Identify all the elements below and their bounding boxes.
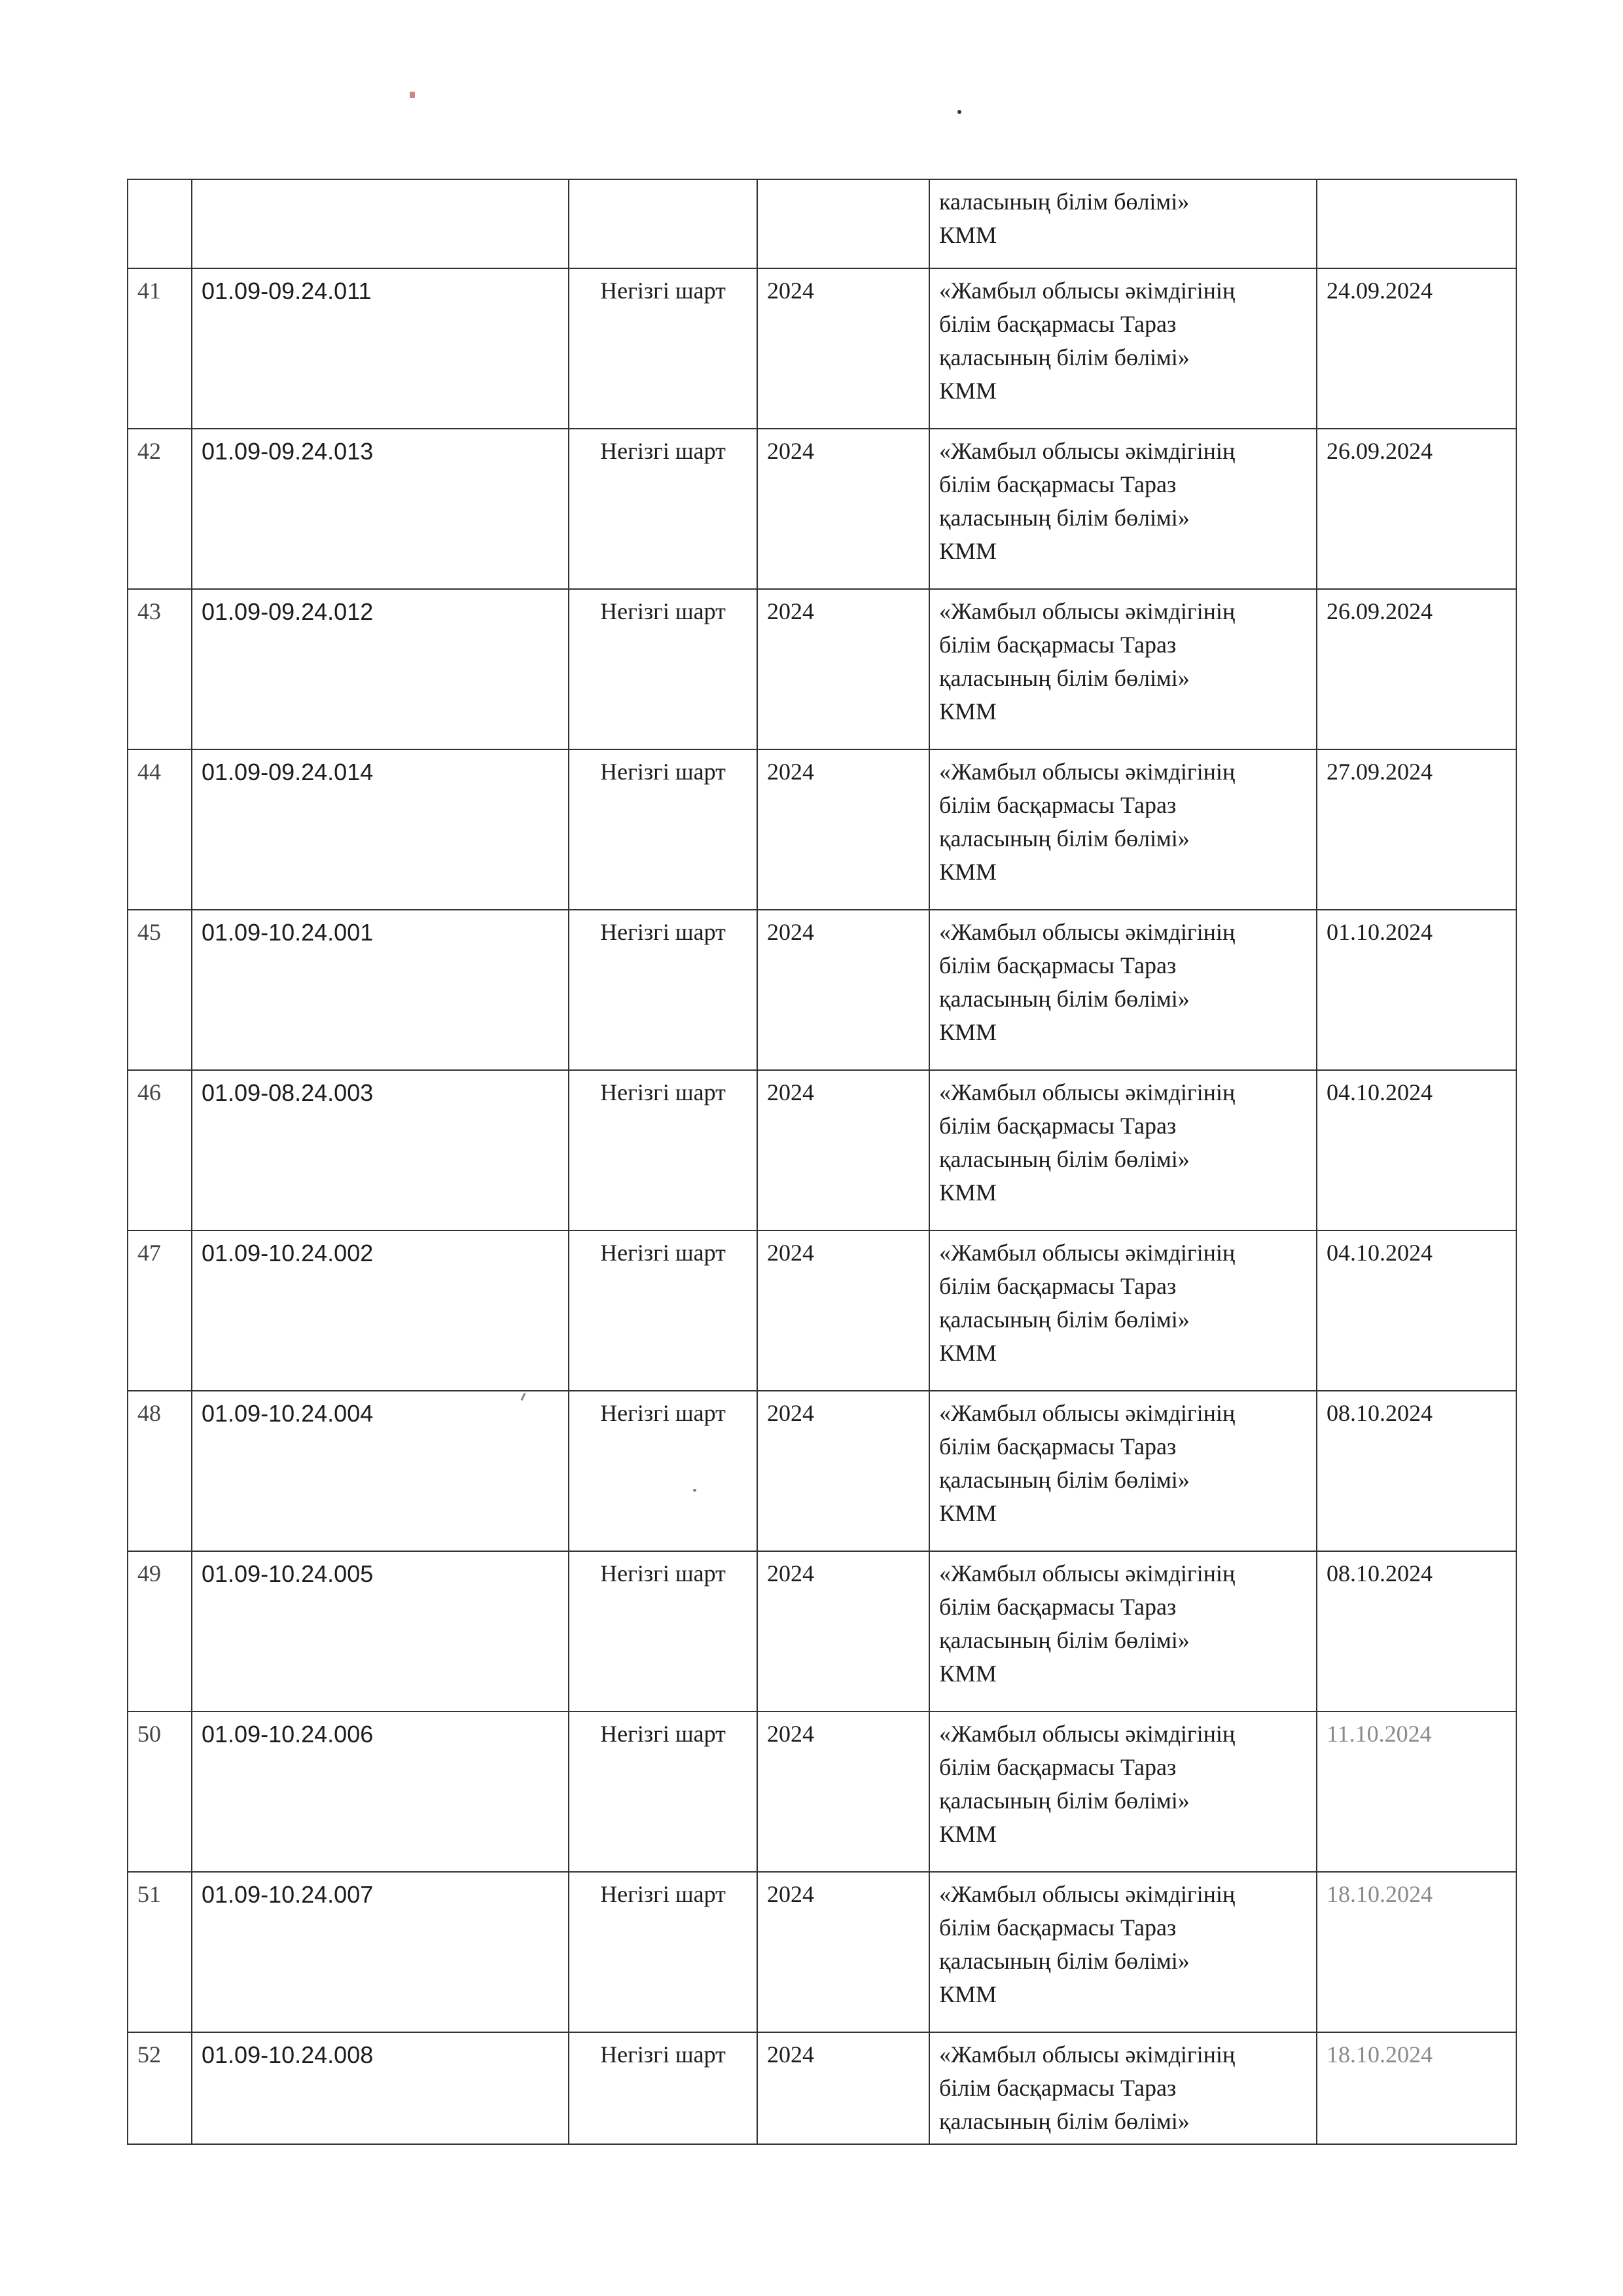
org-line: «Жамбыл облысы әкімдігінің: [939, 438, 1236, 464]
cell-type: Негізгі шарт: [569, 1391, 757, 1551]
cell-organization: [929, 1712, 1317, 1872]
org-line: қаласының білім бөлімі»: [939, 986, 1190, 1012]
cell-organization: [929, 1551, 1317, 1712]
cell-code: 01.09-08.24.003: [192, 1070, 569, 1230]
cell-organization: [929, 179, 1317, 268]
org-line: КММ: [939, 859, 997, 885]
org-line: КММ: [939, 698, 997, 725]
cell-date: 18.10.2024: [1317, 1872, 1516, 2032]
cell-date: 24.09.2024: [1317, 268, 1516, 429]
cell-num: 46: [128, 1070, 192, 1230]
table-row: [128, 1872, 1516, 2032]
cell-date: 04.10.2024: [1317, 1230, 1516, 1391]
org-line: білім басқармасы Тараз: [939, 311, 1177, 337]
cell-type: [569, 179, 757, 268]
cell-date: 11.10.2024: [1317, 1712, 1516, 1872]
org-line: қаласының білім бөлімі»: [939, 1306, 1190, 1333]
org-line: қаласының білім бөлімі»: [939, 1948, 1190, 1974]
org-line: қаласының білім бөлімі»: [939, 665, 1190, 691]
cell-code: [192, 179, 569, 268]
cell-year: 2024: [757, 749, 929, 910]
org-line: «Жамбыл облысы әкімдігінің: [939, 919, 1236, 945]
org-line: «Жамбыл облысы әкімдігінің: [939, 759, 1236, 785]
cell-type: Негізгі шарт: [569, 1230, 757, 1391]
org-line: КММ: [939, 1981, 997, 2007]
cell-num: [128, 179, 192, 268]
cell-date: 04.10.2024: [1317, 1070, 1516, 1230]
org-line: КММ: [939, 1340, 997, 1366]
org-line: қаласының білім бөлімі»: [939, 825, 1190, 852]
cell-organization: [929, 749, 1317, 910]
table-row: [128, 429, 1516, 589]
cell-date: 01.10.2024: [1317, 910, 1516, 1070]
cell-num: 51: [128, 1872, 192, 2032]
org-line: білім басқармасы Тараз: [939, 952, 1177, 978]
org-line: «Жамбыл облысы әкімдігінің: [939, 598, 1236, 624]
cell-code: 01.09-10.24.004: [192, 1391, 569, 1551]
cell-date: 08.10.2024: [1317, 1551, 1516, 1712]
org-line: КММ: [939, 1660, 997, 1687]
org-line: «Жамбыл облысы әкімдігінің: [939, 1079, 1236, 1105]
cell-type: Негізгі шарт: [569, 268, 757, 429]
cell-num: 41: [128, 268, 192, 429]
cell-type: Негізгі шарт: [569, 1712, 757, 1872]
org-line: білім басқармасы Тараз: [939, 792, 1177, 818]
cell-num: 43: [128, 589, 192, 749]
org-line: қаласының білім бөлімі»: [939, 1146, 1190, 1172]
cell-num: 52: [128, 2032, 192, 2144]
scan-speck: [410, 92, 415, 98]
cell-type: Негізгі шарт: [569, 749, 757, 910]
org-line: білім басқармасы Тараз: [939, 1754, 1177, 1780]
cell-organization: [929, 589, 1317, 749]
org-line: каласының білім бөлімі»: [939, 188, 1190, 215]
cell-type: Негізгі шарт: [569, 589, 757, 749]
cell-type: Негізгі шарт: [569, 1070, 757, 1230]
org-line: білім басқармасы Тараз: [939, 1594, 1177, 1620]
org-line: «Жамбыл облысы әкімдігінің: [939, 1560, 1236, 1587]
org-line: «Жамбыл облысы әкімдігінің: [939, 2041, 1236, 2068]
cell-num: 42: [128, 429, 192, 589]
cell-code: 01.09-09.24.012: [192, 589, 569, 749]
cell-year: 2024: [757, 429, 929, 589]
cell-organization: [929, 1872, 1317, 2032]
org-line: КММ: [939, 1821, 997, 1847]
table-row: [128, 1230, 1516, 1391]
cell-organization: [929, 1230, 1317, 1391]
cell-year: 2024: [757, 1070, 929, 1230]
cell-code: 01.09-10.24.001: [192, 910, 569, 1070]
cell-code: 01.09-09.24.011: [192, 268, 569, 429]
cell-num: 50: [128, 1712, 192, 1872]
cell-year: [757, 179, 929, 268]
cell-year: 2024: [757, 1230, 929, 1391]
cell-date: 26.09.2024: [1317, 589, 1516, 749]
cell-code: 01.09-10.24.007: [192, 1872, 569, 2032]
cell-date: 08.10.2024: [1317, 1391, 1516, 1551]
org-line: «Жамбыл облысы әкімдігінің: [939, 1721, 1236, 1747]
table-row: [128, 749, 1516, 910]
cell-code: 01.09-09.24.013: [192, 429, 569, 589]
org-line: қаласының білім бөлімі»: [939, 2108, 1190, 2134]
cell-organization: [929, 429, 1317, 589]
table-row: [128, 268, 1516, 429]
table-row: [128, 1070, 1516, 1230]
cell-organization: [929, 268, 1317, 429]
table-body: [128, 179, 1516, 2144]
cell-code: 01.09-10.24.008: [192, 2032, 569, 2144]
cell-year: 2024: [757, 2032, 929, 2144]
org-line: білім басқармасы Тараз: [939, 2075, 1177, 2101]
cell-year: 2024: [757, 910, 929, 1070]
cell-year: 2024: [757, 589, 929, 749]
cell-num: 44: [128, 749, 192, 910]
org-line: білім басқармасы Тараз: [939, 1433, 1177, 1460]
cell-type: Негізгі шарт: [569, 1872, 757, 2032]
cell-num: 45: [128, 910, 192, 1070]
org-line: қаласының білім бөлімі»: [939, 1467, 1190, 1493]
cell-type: Негізгі шарт: [569, 429, 757, 589]
org-line: «Жамбыл облысы әкімдігінің: [939, 1400, 1236, 1426]
cell-date: [1317, 179, 1516, 268]
org-line: КММ: [939, 1500, 997, 1526]
cell-type: Негізгі шарт: [569, 1551, 757, 1712]
org-line: білім басқармасы Тараз: [939, 1113, 1177, 1139]
org-line: қаласының білім бөлімі»: [939, 344, 1190, 370]
cell-type: Негізгі шарт: [569, 2032, 757, 2144]
org-line: қаласының білім бөлімі»: [939, 505, 1190, 531]
cell-year: 2024: [757, 1872, 929, 2032]
cell-year: 2024: [757, 1712, 929, 1872]
cell-year: 2024: [757, 1391, 929, 1551]
table-row: [128, 910, 1516, 1070]
scan-speck: [957, 110, 961, 114]
org-line: КММ: [939, 222, 997, 248]
org-line: КММ: [939, 538, 997, 564]
cell-organization: [929, 910, 1317, 1070]
org-line: білім басқармасы Тараз: [939, 471, 1177, 497]
cell-type: Негізгі шарт: [569, 910, 757, 1070]
contracts-table: [127, 179, 1517, 2145]
cell-code: 01.09-10.24.002: [192, 1230, 569, 1391]
cell-year: 2024: [757, 1551, 929, 1712]
table-row: [128, 2032, 1516, 2144]
table-row: [128, 1391, 1516, 1551]
cell-num: 48: [128, 1391, 192, 1551]
org-line: білім басқармасы Тараз: [939, 1914, 1177, 1941]
cell-num: 49: [128, 1551, 192, 1712]
table-row: [128, 1712, 1516, 1872]
cell-organization: [929, 2032, 1317, 2144]
org-line: білім басқармасы Тараз: [939, 1273, 1177, 1299]
cell-num: 47: [128, 1230, 192, 1391]
org-line: білім басқармасы Тараз: [939, 632, 1177, 658]
table-row: [128, 589, 1516, 749]
cell-organization: [929, 1391, 1317, 1551]
org-line: КММ: [939, 1019, 997, 1045]
table-row-continued: [128, 179, 1516, 268]
org-line: КММ: [939, 1179, 997, 1206]
cell-date: 27.09.2024: [1317, 749, 1516, 910]
table-row: [128, 1551, 1516, 1712]
cell-code: 01.09-09.24.014: [192, 749, 569, 910]
org-line: «Жамбыл облысы әкімдігінің: [939, 1881, 1236, 1907]
org-line: «Жамбыл облысы әкімдігінің: [939, 1240, 1236, 1266]
cell-year: 2024: [757, 268, 929, 429]
org-line: КММ: [939, 378, 997, 404]
cell-date: 26.09.2024: [1317, 429, 1516, 589]
cell-organization: [929, 1070, 1317, 1230]
cell-date: 18.10.2024: [1317, 2032, 1516, 2144]
cell-code: 01.09-10.24.006: [192, 1712, 569, 1872]
org-line: қаласының білім бөлімі»: [939, 1787, 1190, 1814]
org-line: «Жамбыл облысы әкімдігінің: [939, 278, 1236, 304]
org-line: қаласының білім бөлімі»: [939, 1627, 1190, 1653]
cell-code: 01.09-10.24.005: [192, 1551, 569, 1712]
